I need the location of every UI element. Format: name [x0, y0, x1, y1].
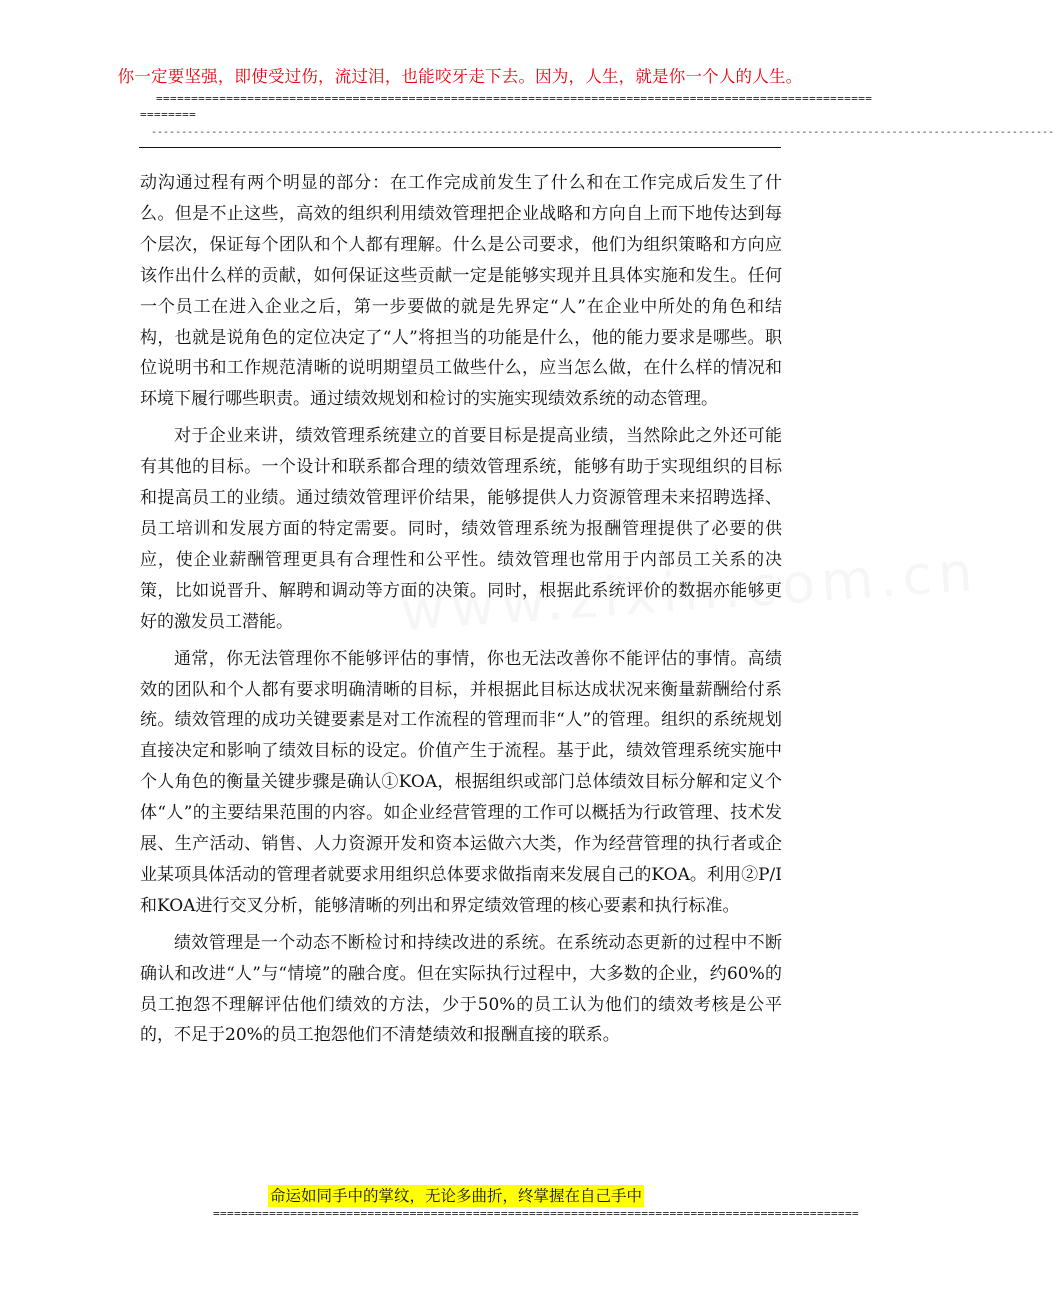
body-text	[140, 168, 782, 1057]
footer-motto: 命运如同手中的掌纹，无论多曲折，终掌握在自己手中	[270, 1187, 643, 1205]
header-separator-dashes: ------------------------------------------------------------------------------------------------------------------------------------------------------	[151, 127, 1054, 138]
header-motto: 你一定要坚强，即使受过伤，流过泪，也能咬牙走下去。因为，人生，就是你一个人的人生。	[117, 67, 803, 86]
header-separator-equals-wrap: ========	[140, 108, 197, 121]
header-rule	[139, 147, 781, 148]
header-separator-equals: ======================================================================================================	[156, 92, 873, 105]
paragraph-4: 绩效管理是一个动态不断检讨和持续改进的系统。在系统动态更新的过程中不断确认和改进“人”与“情境”的融合度。但在实际执行过程中，大多数的企业，约60%的员工抱怨不理解评估他们绩效的方法，少于50%的员工认为他们的绩效考核是公平的，不足于20%的员工抱怨他们不清楚绩效和报酬直接的联系。	[140, 932, 782, 1046]
paragraph-2: 对于企业来讲，绩效管理系统建立的首要目标是提高业绩，当然除此之外还可能有其他的目标。一个设计和联系都合理的绩效管理系统，能够有助于实现组织的目标和提高员工的业绩。通过绩效管理评价结果，能够提供人力资源管理未来招聘选择、员工培训和发展方面的特定需要。同时，绩效管理系统为报酬管理提供了必要的供应，使企业薪酬管理更具有合理性和公平性。绩效管理也常用于内部员工关系的决策，比如说晋升、解聘和调动等方面的决策。同时，根据此系统评价的数据亦能够更好的激发员工潜能。	[140, 426, 782, 632]
paragraph-3: 通常，你无法管理你不能够评估的事情，你也无法改善你不能评估的事情。高绩效的团队和个人都有要求明确清晰的目标，并根据此目标达成状况来衡量薪酬给付系统。绩效管理的成功关键要素是对工作流程的管理而非“人”的管理。组织的系统规划直接决定和影响了绩效目标的设定。价值产生于流程。基于此，绩效管理系统实施中个人角色的衡量关键步骤是确认①KOA，根据组织或部门总体绩效目标分解和定义个体“人”的主要结果范围的内容。如企业经营管理的工作可以概括为行政管理、技术发展、生产活动、销售、人力资源开发和资本运做六大类，作为经营管理的执行者或企业某项具体活动的管理者就要求用组织总体要求做指南来发展自己的KOA。利用②P/I和KOA进行交叉分析，能够清晰的列出和界定绩效管理的核心要素和执行标准。	[140, 648, 782, 916]
paragraph-1: 动沟通过程有两个明显的部分：在工作完成前发生了什么和在工作完成后发生了什么。但是不止这些，高效的组织利用绩效管理把企业战略和方向自上而下地传达到每个层次，保证每个团队和个人都有理解。什么是公司要求，他们为组织策略和方向应该作出什么样的贡献，如何保证这些贡献一定是能够实现并且具体实施和发生。任何一个员工在进入企业之后，第一步要做的就是先界定“人”在企业中所处的角色和结构，也就是说角色的定位决定了“人”将担当的功能是什么，他的能力要求是哪些。职位说明书和工作规范清晰的说明期望员工做些什么，应当怎么做，在什么样的情况和环境下履行哪些职责。通过绩效规划和检讨的实施实现绩效系统的动态管理。	[140, 173, 782, 410]
footer-separator-equals: ============================================================================================	[213, 1207, 860, 1220]
